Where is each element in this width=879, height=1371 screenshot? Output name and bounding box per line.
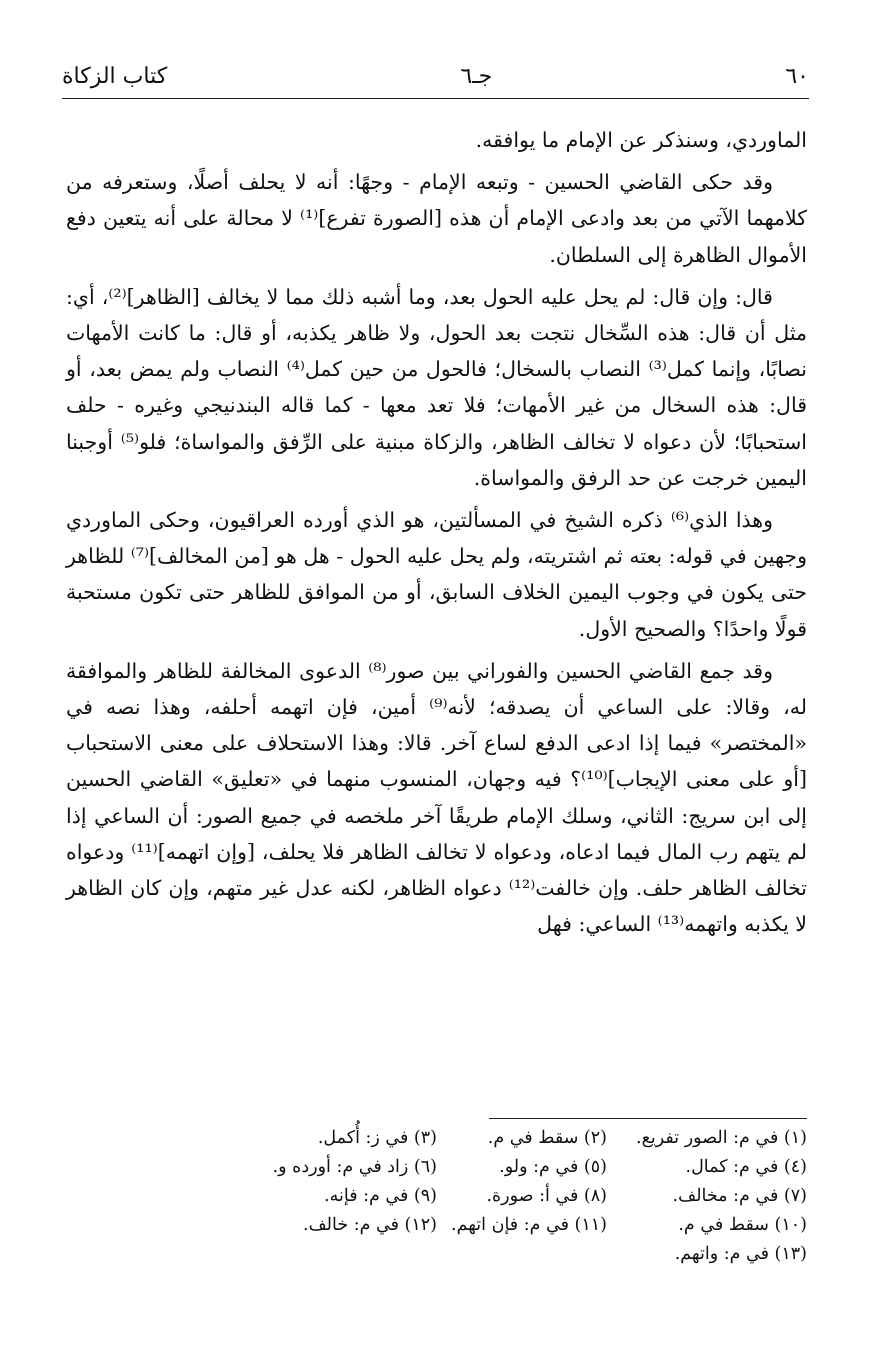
- header-rule: [62, 98, 809, 99]
- paragraph: وهذا الذي⁽⁶⁾ ذكره الشيخ في المسألتين، هو الذي أورده العراقيون، وحكى الماوردي وجهين في قوله: بعته ثم اشتريته، ولم يحل عليه الحول - هل هو [من المخالف]⁽⁷⁾ للظاهر حتى يكون في وجوب اليمين الخلاف السابق، أو من الموافق للظاهر حتى تكون مستحبة قولًا واحدًا؟ والصحيح الأول.: [66, 508, 807, 641]
- volume-label: جـ٦: [460, 63, 493, 89]
- footnote: (٩) في م: فإنه.: [324, 1186, 437, 1206]
- footnote: (١٢) في م: خالف.: [303, 1215, 437, 1235]
- footnote: (٨) في أ: صورة.: [486, 1186, 607, 1206]
- footnote: (١٠) سقط في م.: [678, 1215, 807, 1235]
- footnote: (١) في م: الصور تفريع.: [636, 1128, 807, 1148]
- footnote: (٧) في م: مخالف.: [672, 1186, 807, 1206]
- paragraph: قال: وإن قال: لم يحل عليه الحول بعد، وما أشبه ذلك مما لا يخالف [الظاهر]⁽²⁾، أي: مثل أن قال: هذه السِّخال نتجت بعد الحول، ولا ظاهر يكذبه، أو قال: ما كانت الأمهات نصابًا، وإنما كمل⁽³⁾ النصاب بالسخال؛ فالحول من حين كمل⁽⁴⁾ النصاب ولم يمض بعد، أو قال: هذه السخال من غير الأمهات؛ فلا تعد معها - كما قاله البندنيجي وغيره - حلف استحبابًا؛ لأن دعواه لا تخالف الظاهر، والزكاة مبنية على الرِّفق والمواساة؛ فلو⁽⁵⁾ أوجبنا اليمين خرجت عن حد الرفق والمواساة.: [66, 284, 807, 490]
- paragraph: وقد جمع القاضي الحسين والفوراني بين صور⁽⁸⁾ الدعوى المخالفة للظاهر والموافقة له، وقالا: على الساعي أن يصدقه؛ لأنه⁽⁹⁾ أمين، فإن اتهمه أحلفه، وهذا نصه في «المختصر» فيما إذا ادعى الدفع لساع آخر. قالا: وهذا الاستحلاف على معنى الاستحباب [أو على معنى الإيجاب]⁽¹⁰⁾؟ فيه وجهان، المنسوب منهما في «تعليق» القاضي الحسين إلى ابن سريج: الثاني، وسلك الإمام طريقًا آخر ملخصه في جميع الصور: أن الساعي إذا لم يتهم رب المال فيما ادعاه، ودعواه لا تخالف الظاهر فلا يحلف، [وإن اتهمه]⁽¹¹⁾ ودعواه تخالف الظاهر حلف. وإن خالفت⁽¹²⁾ دعواه الظاهر، لكنه عدل غير متهم، وإن كان الظاهر لا يكذبه واتهمه⁽¹³⁾ الساعي: فهل: [66, 658, 808, 937]
- footnote-row: [120, 1240, 807, 1269]
- footnote: (١٣) في م: واتهم.: [674, 1244, 807, 1264]
- footnote-row: [120, 1124, 807, 1153]
- footnote: (٤) في م: كمال.: [685, 1157, 807, 1177]
- footnote: (٦) زاد في م: أورده و.: [272, 1157, 437, 1177]
- footnote: (١١) في م: فإن اتهم.: [451, 1215, 607, 1235]
- footnote: (٢) سقط في م.: [487, 1128, 607, 1148]
- paragraph: وقد حكى القاضي الحسين - وتبعه الإمام - وجهًا: أنه لا يحلف أصلًا، وستعرفه من كلامهما الآتي من بعد وادعى الإمام أن هذه [الصورة تفرع]⁽¹⁾ لا محالة على أنه يتعين دفع الأموال الظاهرة إلى السلطان.: [66, 170, 808, 267]
- book-title: كتاب الزكاة: [62, 63, 168, 89]
- footnote-row: [120, 1182, 807, 1211]
- footnote-rule: [489, 1118, 807, 1119]
- footnote: (٥) في م: ولو.: [499, 1157, 607, 1177]
- footnote-row: [120, 1211, 807, 1240]
- running-header: [62, 56, 809, 96]
- main-text: [66, 122, 807, 948]
- footnote-row: [120, 1153, 807, 1182]
- paragraph: الماوردي، وسنذكر عن الإمام ما يوافقه.: [475, 128, 807, 152]
- page-number: ٦٠: [785, 63, 809, 89]
- footnote: (٣) في ز: أُكمل.: [317, 1128, 437, 1148]
- footnotes: [120, 1124, 807, 1269]
